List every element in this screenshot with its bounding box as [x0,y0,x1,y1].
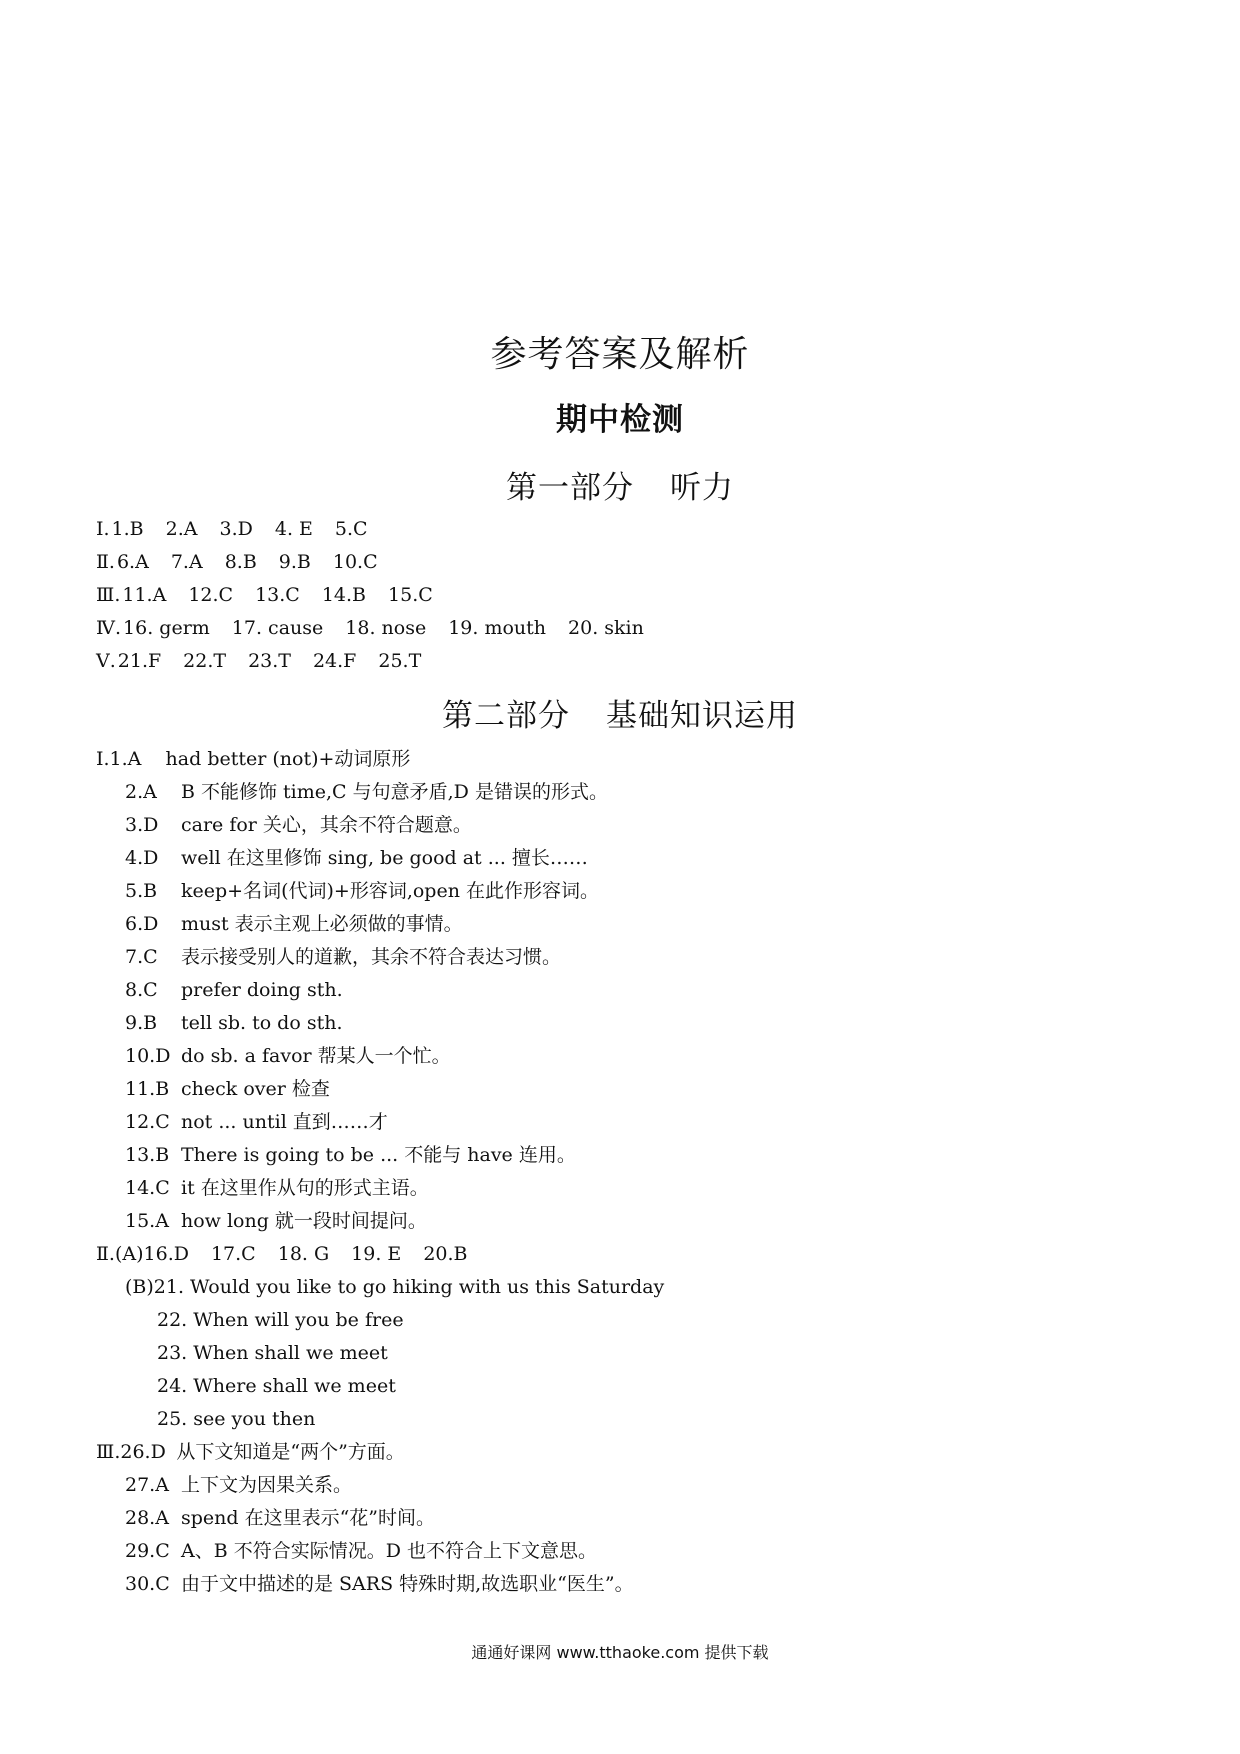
p2-s3-item-2 [125,1473,352,1497]
answer-explanation: spend 在这里表示“花”时间。 [181,1507,436,1529]
part1-name: 听力 [670,470,734,506]
p2-s1-item-2 [125,780,608,804]
answer-item: 20. skin [568,617,644,639]
answer-item: 18. nose [345,617,427,639]
answer-number: 8.C [125,979,158,1001]
p2-s2-b-item: 24. Where shall we meet [157,1375,396,1397]
answer-explanation: care for 关心，其余不符合题意。 [181,814,472,836]
answer-item: 8.B [224,551,257,573]
p2-s2-b-first [125,1275,664,1299]
part1-row-3 [96,583,455,607]
part2-name: 基础知识运用 [606,698,798,734]
p2-s3-item-1 [96,1440,405,1464]
answer-number: 1.A [109,748,142,770]
p2-s2-a-row [96,1242,490,1266]
answer-explanation: well 在这里修饰 sing, be good at ... 擅长…… [181,847,588,869]
answer-explanation: how long 就一段时间提问。 [181,1210,427,1232]
answer-number: 28.A [125,1507,169,1529]
row-prefix: Ⅱ. [96,551,115,573]
answer-number: 11.B [125,1078,170,1100]
answer-item: 20.B [423,1243,468,1265]
answer-number: 12.C [125,1111,170,1133]
answer-explanation: must 表示主观上必须做的事情。 [181,913,463,935]
answer-explanation: 从下文知道是“两个”方面。 [176,1441,405,1463]
answer-item: 18. G [277,1243,330,1265]
answer-number: 2.A [125,781,157,803]
part1-row-4 [96,616,666,640]
answer-item: 16. germ [123,617,210,639]
answer-explanation: There is going to be ... 不能与 have 连用。 [181,1144,576,1166]
answer-number: 27.A [125,1474,169,1496]
answer-explanation: A、B 不符合实际情况。D 也不符合上下文意思。 [181,1540,597,1562]
part2-label: 第二部分 [442,698,570,734]
answer-item: 23.T [248,650,291,672]
row-prefix: Ⅲ. [96,584,121,606]
part1-row-2 [96,550,400,574]
answer-number: 15.A [125,1210,169,1232]
answer-explanation: keep+名词(代词)+形容词,open 在此作形容词。 [181,880,599,902]
p2-s1-item-8 [125,978,343,1002]
part1-row-1 [96,517,390,541]
section-prefix: Ⅱ. [96,1243,115,1265]
p2-s2-b-item: 22. When will you be free [157,1309,404,1331]
page-subtitle: 期中检测 [556,402,684,438]
answer-sentence: 21. Would you like to go hiking with us this Saturday [153,1276,665,1298]
part1-label: 第一部分 [506,470,634,506]
answer-explanation: it 在这里作从句的形式主语。 [181,1177,429,1199]
row-prefix: Ⅳ. [96,617,122,639]
p2-s1-item-14 [125,1176,429,1200]
section-prefix: Ⅲ. [96,1441,121,1463]
answer-item: 17.C [210,1243,256,1265]
answer-item: 22.T [183,650,227,672]
answer-item: 17. cause [231,617,324,639]
part1-row-5 [96,649,443,673]
answer-item: 24.F [312,650,357,672]
answer-item: 2.A [165,518,198,540]
p2-s1-item-11 [125,1077,330,1101]
p2-s2-b-item: 23. When shall we meet [157,1342,388,1364]
p2-s3-item-3 [125,1506,435,1530]
p2-s1-item-10 [125,1044,451,1068]
answer-number: 9.B [125,1012,158,1034]
footer-watermark: 通通好课网 www.tthaoke.com 提供下载 [471,1643,769,1662]
answer-explanation: check over 检查 [181,1078,330,1100]
part1-heading [0,462,1240,507]
answer-explanation: prefer doing sth. [181,979,343,1001]
part2-heading [0,690,1240,735]
answer-number: 5.B [125,880,158,902]
answer-item: 16.D [143,1243,189,1265]
answer-explanation: do sb. a favor 帮某人一个忙。 [181,1045,451,1067]
answer-item: 4. E [274,518,313,540]
p2-s1-item-7 [125,945,561,969]
answer-explanation: tell sb. to do sth. [181,1012,343,1034]
answer-item: 13.C [255,584,300,606]
answer-item: 19. E [351,1243,402,1265]
answer-item: 5.C [334,518,368,540]
answer-item: 15.C [388,584,433,606]
answer-item: 19. mouth [448,617,547,639]
answer-explanation: had better (not)+动词原形 [165,748,411,770]
p2-s2-b-item: 25. see you then [157,1408,316,1430]
answer-item: 25.T [378,650,422,672]
answer-item: 3.D [219,518,253,540]
answer-number: 30.C [125,1573,170,1595]
p2-s1-item-5 [125,879,599,903]
answer-item: 14.B [321,584,367,606]
answer-number: 13.B [125,1144,170,1166]
p2-s1-item-9 [125,1011,342,1035]
p2-s1-item-13 [125,1143,576,1167]
answer-item: 1.B [111,518,144,540]
p2-s1-item-12 [125,1110,388,1134]
answer-number: 7.C [125,946,158,968]
answer-item: 10.C [332,551,378,573]
p2-s3-item-5 [125,1572,634,1596]
answer-explanation: not ... until 直到……才 [181,1111,388,1133]
answer-explanation: B 不能修饰 time,C 与句意矛盾,D 是错误的形式。 [181,781,608,803]
answer-item: 11.A [122,584,167,606]
subsection-label: (A) [114,1243,144,1265]
answer-item: 7.A [170,551,203,573]
answer-explanation: 由于文中描述的是 SARS 特殊时期,故选职业“医生”。 [181,1573,634,1595]
answer-item: 21.F [117,650,162,672]
p2-s1-item-3 [125,813,472,837]
p2-s1-item-6 [125,912,463,936]
answer-explanation: 上下文为因果关系。 [181,1474,353,1496]
p2-s1-item-15 [125,1209,427,1233]
answer-explanation: 表示接受别人的道歉，其余不符合表达习惯。 [181,946,562,968]
row-prefix: Ⅰ. [96,518,110,540]
p2-s1-item-1 [96,747,410,771]
p2-s1-item-4 [125,846,588,870]
answer-item: 12.C [188,584,234,606]
answer-number: 10.D [125,1045,171,1067]
answer-number: 3.D [125,814,159,836]
answer-item: 6.A [116,551,149,573]
subsection-label: (B) [125,1276,154,1298]
answer-number: 26.D [120,1441,166,1463]
page-title: 参考答案及解析 [490,334,750,375]
answer-number: 4.D [125,847,159,869]
row-prefix: Ⅴ. [96,650,116,672]
answer-number: 14.C [125,1177,170,1199]
section-prefix: Ⅰ. [96,748,110,770]
answer-item: 9.B [278,551,311,573]
p2-s3-item-4 [125,1539,597,1563]
answer-number: 29.C [125,1540,170,1562]
answer-number: 6.D [125,913,159,935]
